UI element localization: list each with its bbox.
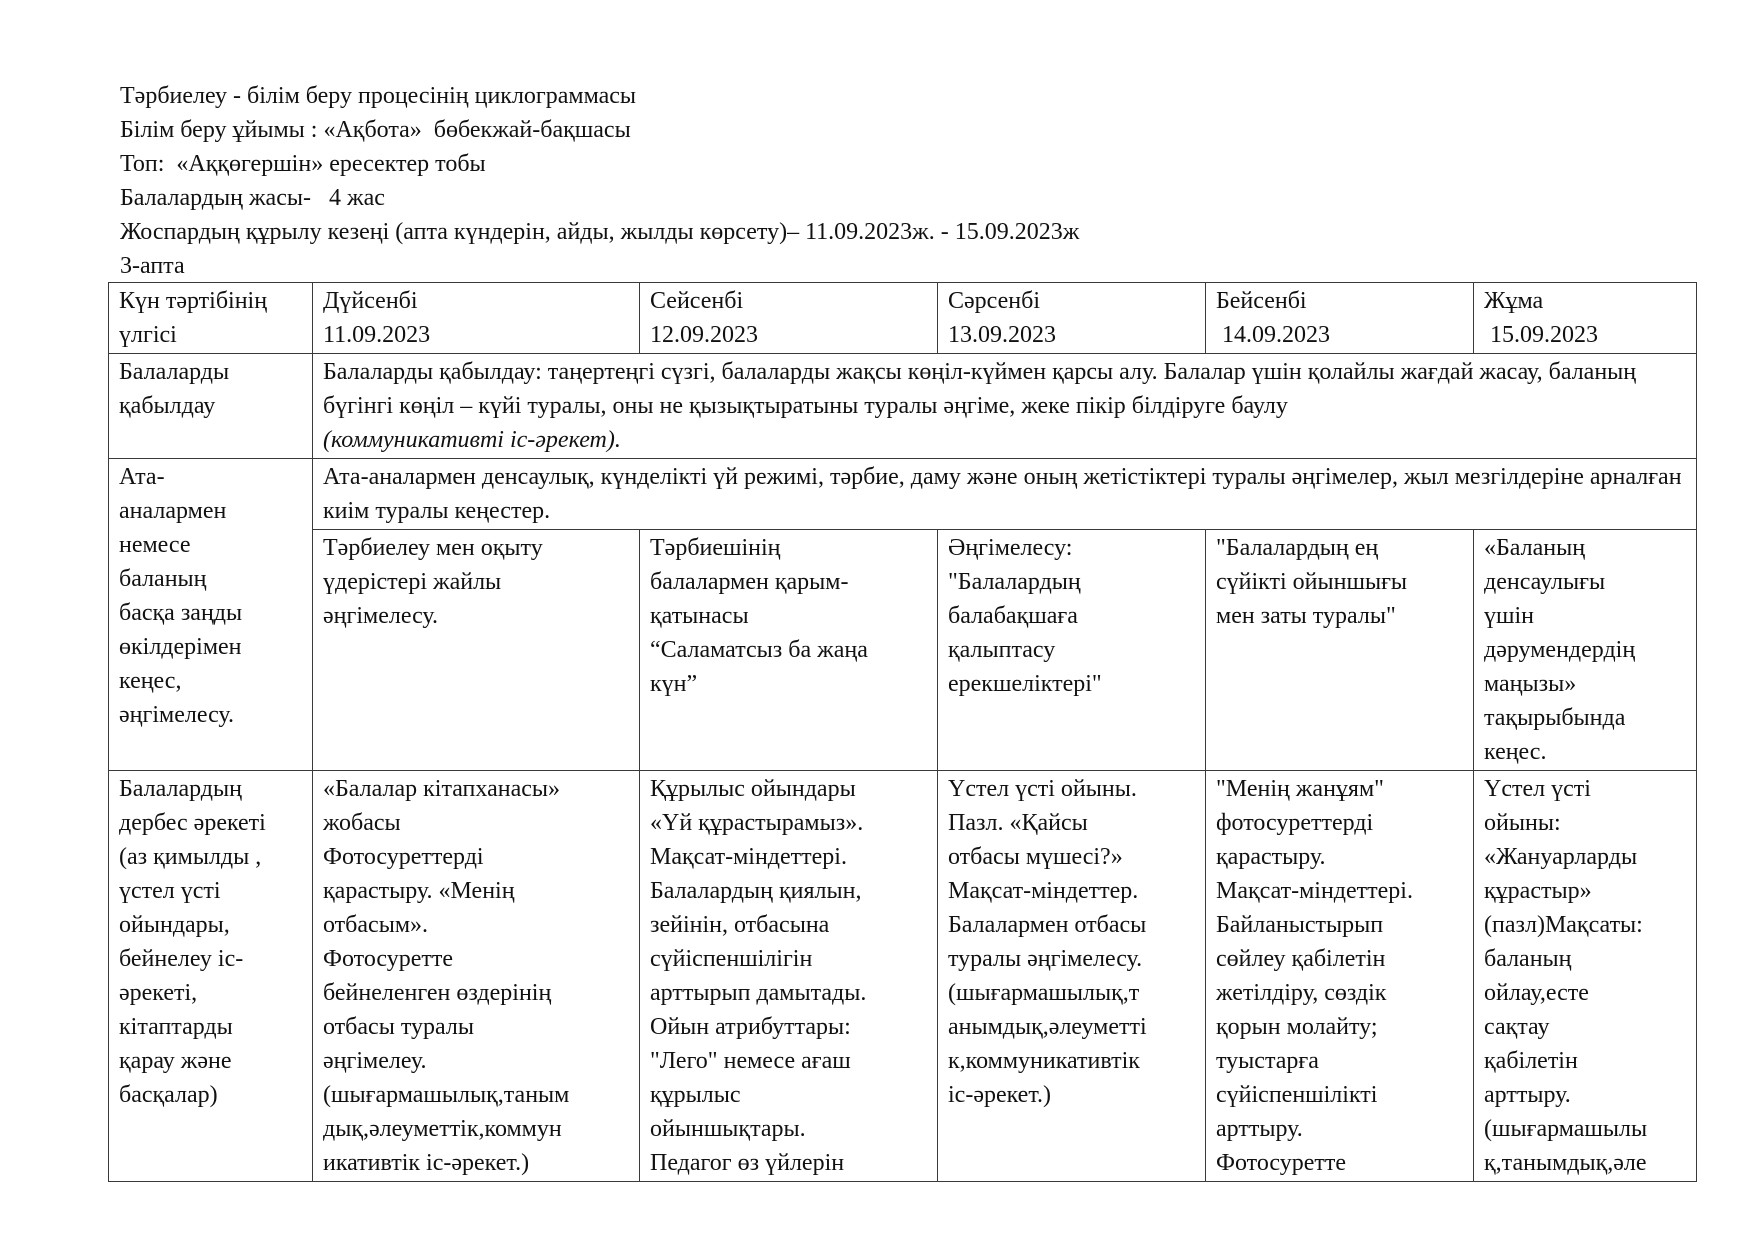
document-title: Тәрбиелеу - білім беру процесінің циклограммасы xyxy=(120,83,637,109)
day-name: Жұма xyxy=(1484,288,1544,314)
reception-text: Балаларды қабылдау: таңертеңгі сүзгі, балаларды жақсы көңіл-күймен қарсы алу. Балалар үшін қолайлы жағдай жасау, баланың бүгінгі көңіл – күйі туралы, оны не қызықтыратыны туралы әңгіме, жеке пікір білдіруге баулу xyxy=(323,359,1637,419)
activity-monday-cell: «Балалар кітапханасы» жобасы Фотосуреттерді қарастыру. «Менің отбасым». Фотосуретте бейнеленген өздерінің отбасы туралы әңгімелеу. (шығармашылық,таным дық,әлеуметтік,коммун икативтік іс-әрекет.) xyxy=(313,771,640,1182)
period-line: Жоспардың құрылу кезеңі (апта күндерін, айды, жылды көрсету)– 11.09.2023ж. - 15.09.2023ж xyxy=(120,219,1080,245)
day-date: 12.09.2023 xyxy=(650,322,758,348)
reception-text-cell xyxy=(313,354,1697,459)
organization-line: Білім беру ұйымы : «Ақбота» бөбекжай-бақшасы xyxy=(120,117,631,143)
parents-general-cell xyxy=(313,459,1697,530)
header-cell-tuesday xyxy=(640,283,938,354)
parents-general-row xyxy=(109,459,1697,530)
parents-friday-cell: «Баланың денсаулығы үшін дәрумендердің маңызы» тақырыбында кеңес. xyxy=(1474,530,1697,771)
header-cell-schedule: Күн тәртібінің үлгісі xyxy=(109,283,313,354)
reception-activity: (коммуникативті іс-әрекет). xyxy=(323,427,621,453)
week-line: 3-апта xyxy=(120,253,185,279)
cyclogram-table xyxy=(108,282,1697,1182)
day-name: Сәрсенбі xyxy=(948,288,1040,314)
table-header-row xyxy=(109,283,1697,354)
document-header xyxy=(120,79,1079,283)
header-cell-monday xyxy=(313,283,640,354)
activity-row xyxy=(109,771,1697,1182)
reception-row xyxy=(109,354,1697,459)
parents-wednesday-cell: Әңгімелесу: "Балалардың балабақшаға қалыптасу ерекшеліктері" xyxy=(938,530,1206,771)
activity-friday-cell: Үстел үсті ойыны: «Жануарларды құрастыр» (пазл)Мақсаты: баланың ойлау,есте сақтау қабілетін арттыру. (шығармашылы қ,танымдық,әле xyxy=(1474,771,1697,1182)
parents-monday-cell: Тәрбиелеу мен оқыту үдерістері жайлы әңгімелесу. xyxy=(313,530,640,771)
parents-thursday-cell: "Балалардың ең сүйікті ойыншығы мен заты туралы" xyxy=(1206,530,1474,771)
reception-label-cell: Балаларды қабылдау xyxy=(109,354,313,459)
age-line: Балалардың жасы- 4 жас xyxy=(120,185,385,211)
activity-thursday-cell: "Менің жанұям" фотосуреттерді қарастыру. Мақсат-міндеттері. Байланыстырып сөйлеу қабілетін жетілдіру, сөздік қорын молайту; туыстарға сүйіспеншілікті арттыру. Фотосуретте xyxy=(1206,771,1474,1182)
day-name: Бейсенбі xyxy=(1216,288,1307,314)
header-cell-wednesday xyxy=(938,283,1206,354)
day-date: 15.09.2023 xyxy=(1484,322,1598,348)
day-name: Сейсенбі xyxy=(650,288,744,314)
day-date: 14.09.2023 xyxy=(1216,322,1330,348)
activity-wednesday-cell: Үстел үсті ойыны. Пазл. «Қайсы отбасы мүшесі?» Мақсат-міндеттер. Балалармен отбасы туралы әңгімелесу. (шығармашылық,т анымдық,әлеуметті к,коммуникативтік іс-әрекет.) xyxy=(938,771,1206,1182)
day-date: 11.09.2023 xyxy=(323,322,431,348)
activity-tuesday-cell: Құрылыс ойындары «Үй құрастырамыз». Мақсат-міндеттері. Балалардың қиялын, зейінін, отбасына сүйіспеншілігін арттырып дамытады. Ойын атрибуттары: "Лего" немесе ағаш құрылыс ойыншықтары. Педагог өз үйлерін xyxy=(640,771,938,1182)
day-name: Дүйсенбі xyxy=(323,288,418,314)
header-cell-thursday xyxy=(1206,283,1474,354)
parents-days-row xyxy=(109,530,1697,771)
parents-tuesday-cell: Тәрбиешінің балалармен қарым- қатынасы “Саламатсыз ба жаңа күн” xyxy=(640,530,938,771)
header-cell-friday xyxy=(1474,283,1697,354)
group-line: Топ: «Аққөгершін» ересектер тобы xyxy=(120,151,486,177)
parents-general-text: Ата-аналармен денсаулық, күнделікті үй режимі, тәрбие, даму және оның жетістіктері туралы әңгімелер, жыл мезгілдеріне арналған киім туралы кеңестер. xyxy=(323,464,1682,524)
day-date: 13.09.2023 xyxy=(948,322,1056,348)
activity-label-cell: Балалардың дербес әрекеті (аз қимылды , үстел үсті ойындары, бейнелеу іс- әрекеті, кітаптарды қарау және басқалар) xyxy=(109,771,313,1182)
parents-label-cell: Ата- аналармен немесе баланың басқа заңды өкілдерімен кеңес, әңгімелесу. xyxy=(109,459,313,771)
